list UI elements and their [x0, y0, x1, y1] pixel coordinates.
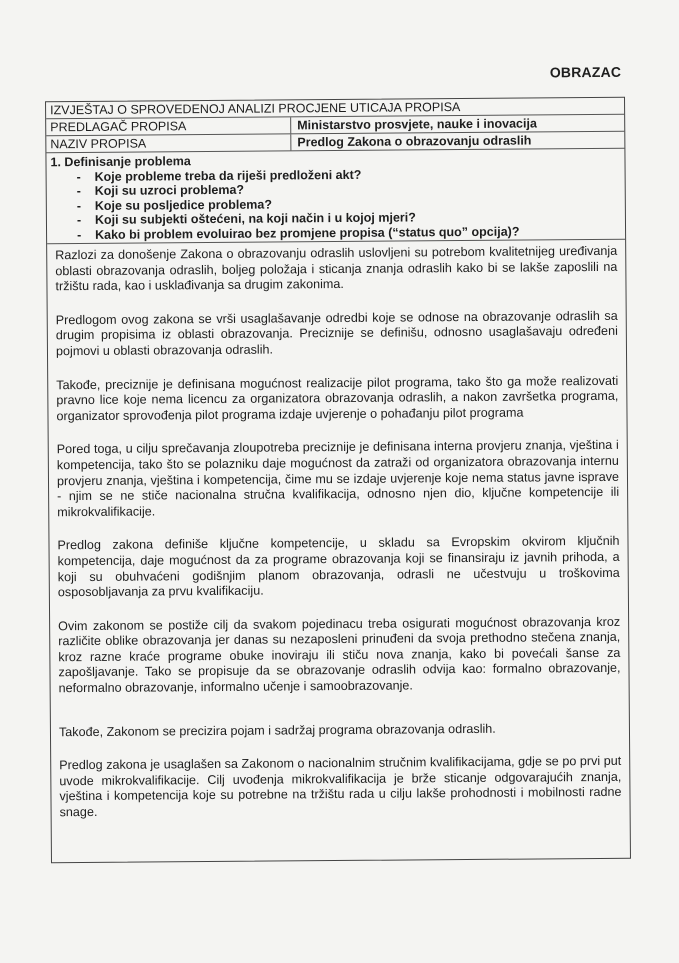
dash-bullet-icon: - — [76, 198, 82, 213]
regulation-name-label: NAZIV PROPISA — [46, 134, 291, 152]
answer-body — [47, 240, 630, 821]
paragraph: Razlozi za donošenje Zakona o obrazovanju odraslih uslovljeni su potrebom kvalitetnijeg uređivanja oblasti obrazovanja odraslih, boljeg položaja i sticanja znanja odraslih kako bi se lakše zaposlili na tržištu rada, kao i usklađivanja sa drugim zakonima. — [55, 243, 618, 294]
paragraph: Predlogom ovog zakona se vrši usaglašavanje odredbi koje se odnose na obrazovanje odraslih sa drugim propisima iz oblasti obrazovanja. Preciznije se definišu, odnosno usaglašavaju određeni pojmovi u oblasti obrazovanja odraslih. — [55, 308, 618, 359]
question-text: Koje su posljedice problema? — [94, 197, 273, 213]
question-list — [51, 165, 622, 242]
dash-bullet-icon: - — [76, 169, 81, 184]
question-text: Kako bi problem evoluirao bez promjene propisa (“status quo” opcija)? — [95, 224, 520, 242]
regulation-name-value: Predlog Zakona o obrazovanju odraslih — [297, 133, 532, 150]
paragraph: Ovim zakonom se postiže cilj da svakom pojedinacu treba osigurati mogućnost obrazovanja kroz različite oblike obrazovanja jer danas su nezaposleni prinuđeni da svoja prethodno stečena znanja, kroz razne kraće programe obuke inoviraju ili stiču nova znanja, kako bi povećali šanse za zapošljavanje. Tako se propisuje da se obrazovanje odraslih odvija kao: formalno obrazovanje, neformalno obrazovanje, informalno učenje i samoobrazovanje. — [58, 614, 621, 696]
problem-definition-section — [46, 149, 625, 245]
proposer-value: Ministarstvo prosvjete, nauke i inovacija — [297, 116, 537, 133]
form-label: OBRAZAC — [549, 63, 622, 81]
dash-bullet-icon: - — [76, 184, 81, 199]
report-form-table — [45, 97, 631, 864]
paragraph: Pored toga, u cilju sprečavanja zloupotreba preciznije je definisana interna provjeru znanja, vještina i kompetencija, tako što se polazniku daje mogućnost da zatraži od organizatora obrazovanja internu provjeru znanja, vještina i kompetencija, čime mu se izdaje uvjerenje koje nema status javne isprave - njim se ne stiče nacionalna stručna kvalifikacija, odnosno njen dio, ključne kompetencije ili mikrokvalifikacije. — [56, 438, 620, 519]
question-text: Koji su uzroci problema? — [94, 182, 245, 198]
section-heading: 1. Definisanje problema — [50, 154, 191, 170]
paragraph: Predlog zakona definiše ključne kompetencije, u skladu sa Evropskim okvirom ključnih kompetencija, daje mogućnost da za programe obrazovanja koji se finansiraju iz javnih prihoda, a koji su obuhvaćeni godišnjim planom obrazovanja, odrasli ne učestvuju u troškovima osposobljavanja za prvu kvalifikaciju. — [57, 534, 620, 600]
paragraph: Predlog zakona je usaglašen sa Zakonom o nacionalnim stručnim kvalifikacijama, gdje se po prvi put uvode mikrokvalifikacije. Cilj uvođenja mikrokvalifikacija je brže sticanje odgovarajućih znanja, vještina i kompetencija koje su potrebne na tržištu rada u cilju lakše prohodnosti i mobilnosti radne snage. — [59, 754, 622, 820]
question-item — [77, 223, 621, 242]
dash-bullet-icon: - — [77, 227, 82, 242]
paragraph: Takođe, preciznije je definisana mogućnost realizacije pilot programa, tako što ga može realizovati pravno lice koje nema licencu za organizatora obrazovanja odraslih, a nakon završetka programa, organizator sprovođenja pilot programa izdaje uvjerenje o pohađanju pilot programa — [56, 373, 619, 423]
question-text: Koji su subjekti oštećeni, na koji način i u kojoj mjeri? — [94, 210, 416, 227]
report-title: IZVJEŠTAJ O SPROVEDENOJ ANALIZI PROCJENE UTICAJA PROPISA — [46, 98, 624, 120]
dash-bullet-icon: - — [76, 213, 82, 228]
paragraph: Takođe, Zakonom se precizira pojam i sadržaj programa obrazovanja odraslih. — [58, 721, 496, 739]
proposer-label: PREDLAGAČ PROPISA — [46, 117, 291, 135]
question-text: Koje probleme treba da riješi predloženi akt? — [94, 167, 362, 184]
